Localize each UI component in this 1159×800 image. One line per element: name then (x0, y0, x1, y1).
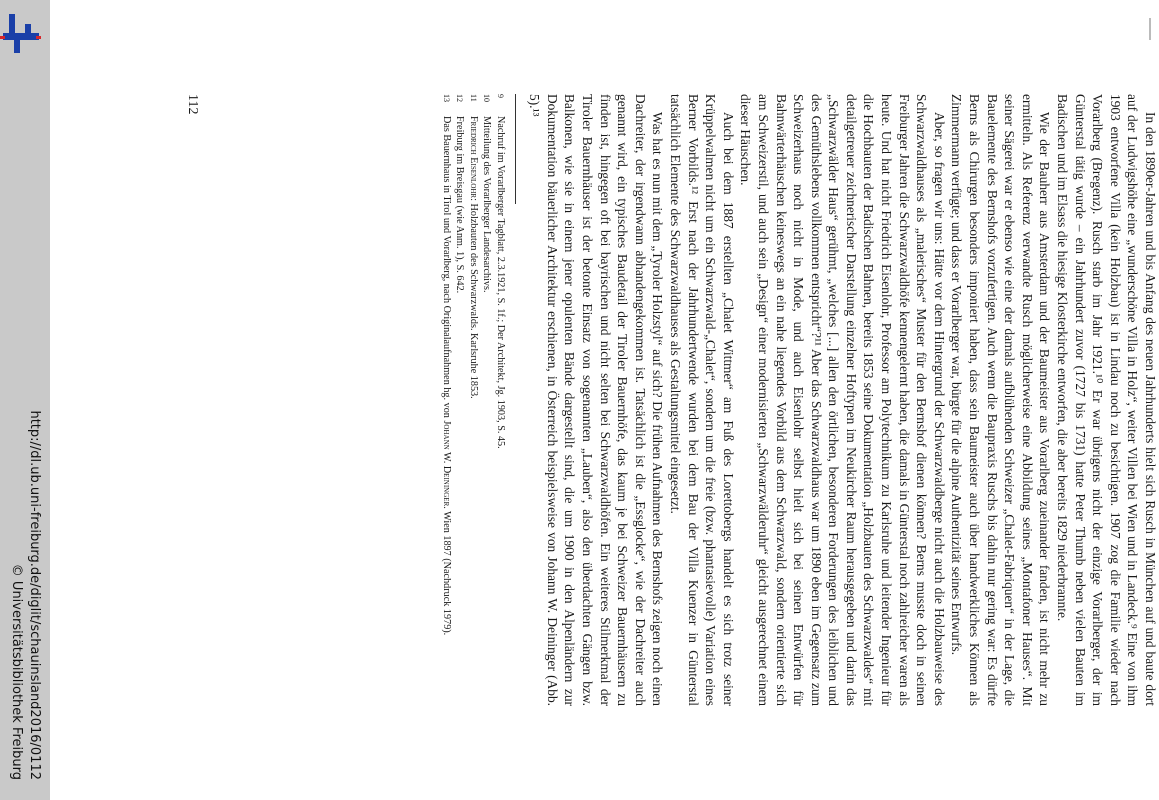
body-paragraph-1: In den 1890er-Jahren und bis Anfang des neuen Jahrhunderts hielt sich Rusch in München auf und baute dort auf der Ludwigshöhe eine „wunderschöne Villa in Holz“, weiter Villen bei Wien und in Landeck.⁹ Eine von ihm 1903 entworfene Villa (kein Holzbau) ist in Lindau noch zu besichtigen. 1907 zog die Familie wieder nach Vorarlberg (Bregenz). Rusch starb im Jahr 1921.¹⁰ Er war übrigens nicht der einzige Vorarlberger, der im Günterstal tätig wurde – ein Jahrhundert zuvor (1727 bis 1731) hatte Peter Thumb neben vielen Bauten im Badischen und im Elsass die hiesige Klosterkirche entworfen, die aber bereits 1829 niederbrannte. (1055, 94, 1158, 706)
footnote-number: 10 (482, 94, 492, 102)
footnote-text (466, 116, 480, 706)
footnote-text: Mitteilung des Vorarlberger Landesarchivs. (481, 116, 493, 293)
page-edge-mark (1149, 18, 1159, 40)
footnote-number: 11 (468, 94, 478, 102)
body-paragraph-3: Aber, so fragen wir uns: Hätte vor dem Hintergrund der Schwarzwaldberge nicht auch die Holzbauweise des Schwarzwaldhauses als „malerisches“ Muster für den Bernshof dienen können? Berns musste doch in seinen Freiburger Jahren die Schwarzwaldhöfe kennengelernt haben, die damals in Günterstal noch zahlreicher waren als heute. Und hat nicht Friedrich Eisenlohr, Professor am Polytechnikum zu Karlsruhe und leitender Ingenieur für die Hochbauten der Badischen Bahnen, bereits 1853 seine Dokumentation „Holzbauten des Schwarzwaldes“ mit detailgetreuer zeichnerischer Darstellung einzelner Hoftypen im Neukircher Raum herausgegeben und darin das „Schwarzwälder Haus“ gerühmt, „welches [...] allen den örtlichen, besonderen Forderungen des leiblichen und des Gemüthslebens vollkommen entspricht“?¹¹ Aber das Schwarzwaldhaus war um 1890 eben im Gegensatz zum Schweizerhaus noch nicht in Mode, und auch Eisenlohr selbst hielt sich bei seinen Entwürfen für Bahnwärterhäuschen keineswegs an ein nahe liegendes Vorbild aus dem Schwarzwald, sondern orientierte sich am Schweizerstil, und auch sein „Design“ einer modernisierten „Schwarzwälderuhr“ gleicht ausgerechnet einem dieser Häuschen. (738, 94, 947, 706)
copyright-notice: © Universitätsbibliothek Freiburg (9, 563, 24, 780)
body-paragraph-2: Wie der Bauherr aus Amsterdam und der Baumeister aus Vorarlberg zueinander fanden, ist nicht mehr zu ermitteln. Als Referenz verwandte Rusch möglicherweise eine Abbildung seines „Montafoner Hauses“. Mit seiner Sägerei war er ebenso wie eine der damals aufblühenden Schweizer „Chalet-Fabriquen“ in der Lage, die Bauelemente des Bernshofs vorzufertigen. Auch wenn die Baupraxis Ruschs bis dahin nur gering war: Es dürfte Berns als Chirurgen besonders imponiert haben, dass sein Baumeister auch über handwerkliches Können als Zimmermann verfügte; und dass er Vorarlberger war, bürgte für die alpine Authentizität seines Entwurfs. (949, 94, 1053, 706)
body-paragraph-4: Auch bei dem 1887 erstellten „Chalet Wittmer“ am Fuß des Lorettobergs handelt es sich trotz seiner Krüppelwalmen nicht um ein Schwarzwald-„Chalet“, sondern um die freie (bzw. phantasievolle) Variation eines Berner Vorbilds.¹² Erst nach der Jahrhundertwende wurden bei dem Bau der Villa Kuenzer in Günterstal tatsächlich Elemente des Schwarzwaldhauses als Gestaltungsmittel eingesetzt. (667, 94, 736, 706)
sidebar (0, 0, 50, 800)
body-paragraph-5: Was hat es nun mit dem „Tyroler Holzstyl“ auf sich? Die frühen Aufnahmen des Bernshofs zeigen noch einen Dachreiter, der irgendwann abhandengekommen ist. Tatsächlich ist die „Essglocke“, wie der Dachreiter auch genannt wird, ein typisches Baudetail der Tiroler Bauernhöfe, das kaum je bei Schweizer Bauernhäusern zu finden ist, hingegen oft bei bayrischen und nicht selten bei Schwarzwaldhöfen. Ein weiteres Stilmerkmal der Tiroler Bauernhäuser ist der betonte Einsatz von sogenannten „Lauben“, also den überdachten Gängen bzw. Balkonen, wie sie in einem jener opulenten Bände dargestellt sind, die um 1900 in den Alpenländern zur Dokumentation bäuerlicher Architektur erschienen, in Österreich beispielsweise von Johann W. Deininger (Abb. 5).¹³ (527, 94, 666, 706)
footnote-text: Nachruf im Vorarlberger Tagblatt, 2.3.1921, S. 1f.; Der Architekt, Jg. 1903, S. 45. (494, 116, 506, 449)
footnote-11 (466, 94, 480, 706)
footnote-number: 12 (455, 94, 465, 102)
footnote-divider (515, 94, 516, 204)
footnote-text (439, 116, 453, 706)
footnote-13 (439, 94, 453, 706)
footnote-text: Freiburg im Breisgau (wie Anm. 1), S. 642. (454, 116, 466, 294)
footnote-number: 9 (495, 94, 505, 98)
scanned-page (80, 0, 1159, 800)
page-number: 112 (185, 94, 200, 115)
footnote-rest: : Holzbauten des Schwarzwalds. Karlsruhe 1853. (467, 198, 479, 399)
footnote-9 (493, 94, 507, 706)
footnote-12 (453, 94, 467, 706)
footnote-author: Friedrich Eisenlohr (467, 116, 479, 199)
footnote-part-a: Das Bauernhaus in Tirol und Vorarlberg, nach Originalaufnahmen hg. von (440, 116, 452, 421)
footnote-part-b: . Wien 1897 (Nachdruck 1979). (440, 506, 452, 636)
footnote-author: Johann W. Deininger (440, 420, 452, 507)
footnote-number: 13 (441, 94, 451, 102)
sidebar-source-text (0, 0, 50, 800)
footnote-10 (480, 94, 494, 706)
rotated-page-content (179, 94, 1159, 706)
source-url-link[interactable]: http://dl.ub.uni-freiburg.de/diglit/schauinsland2016/0112 (27, 410, 42, 780)
